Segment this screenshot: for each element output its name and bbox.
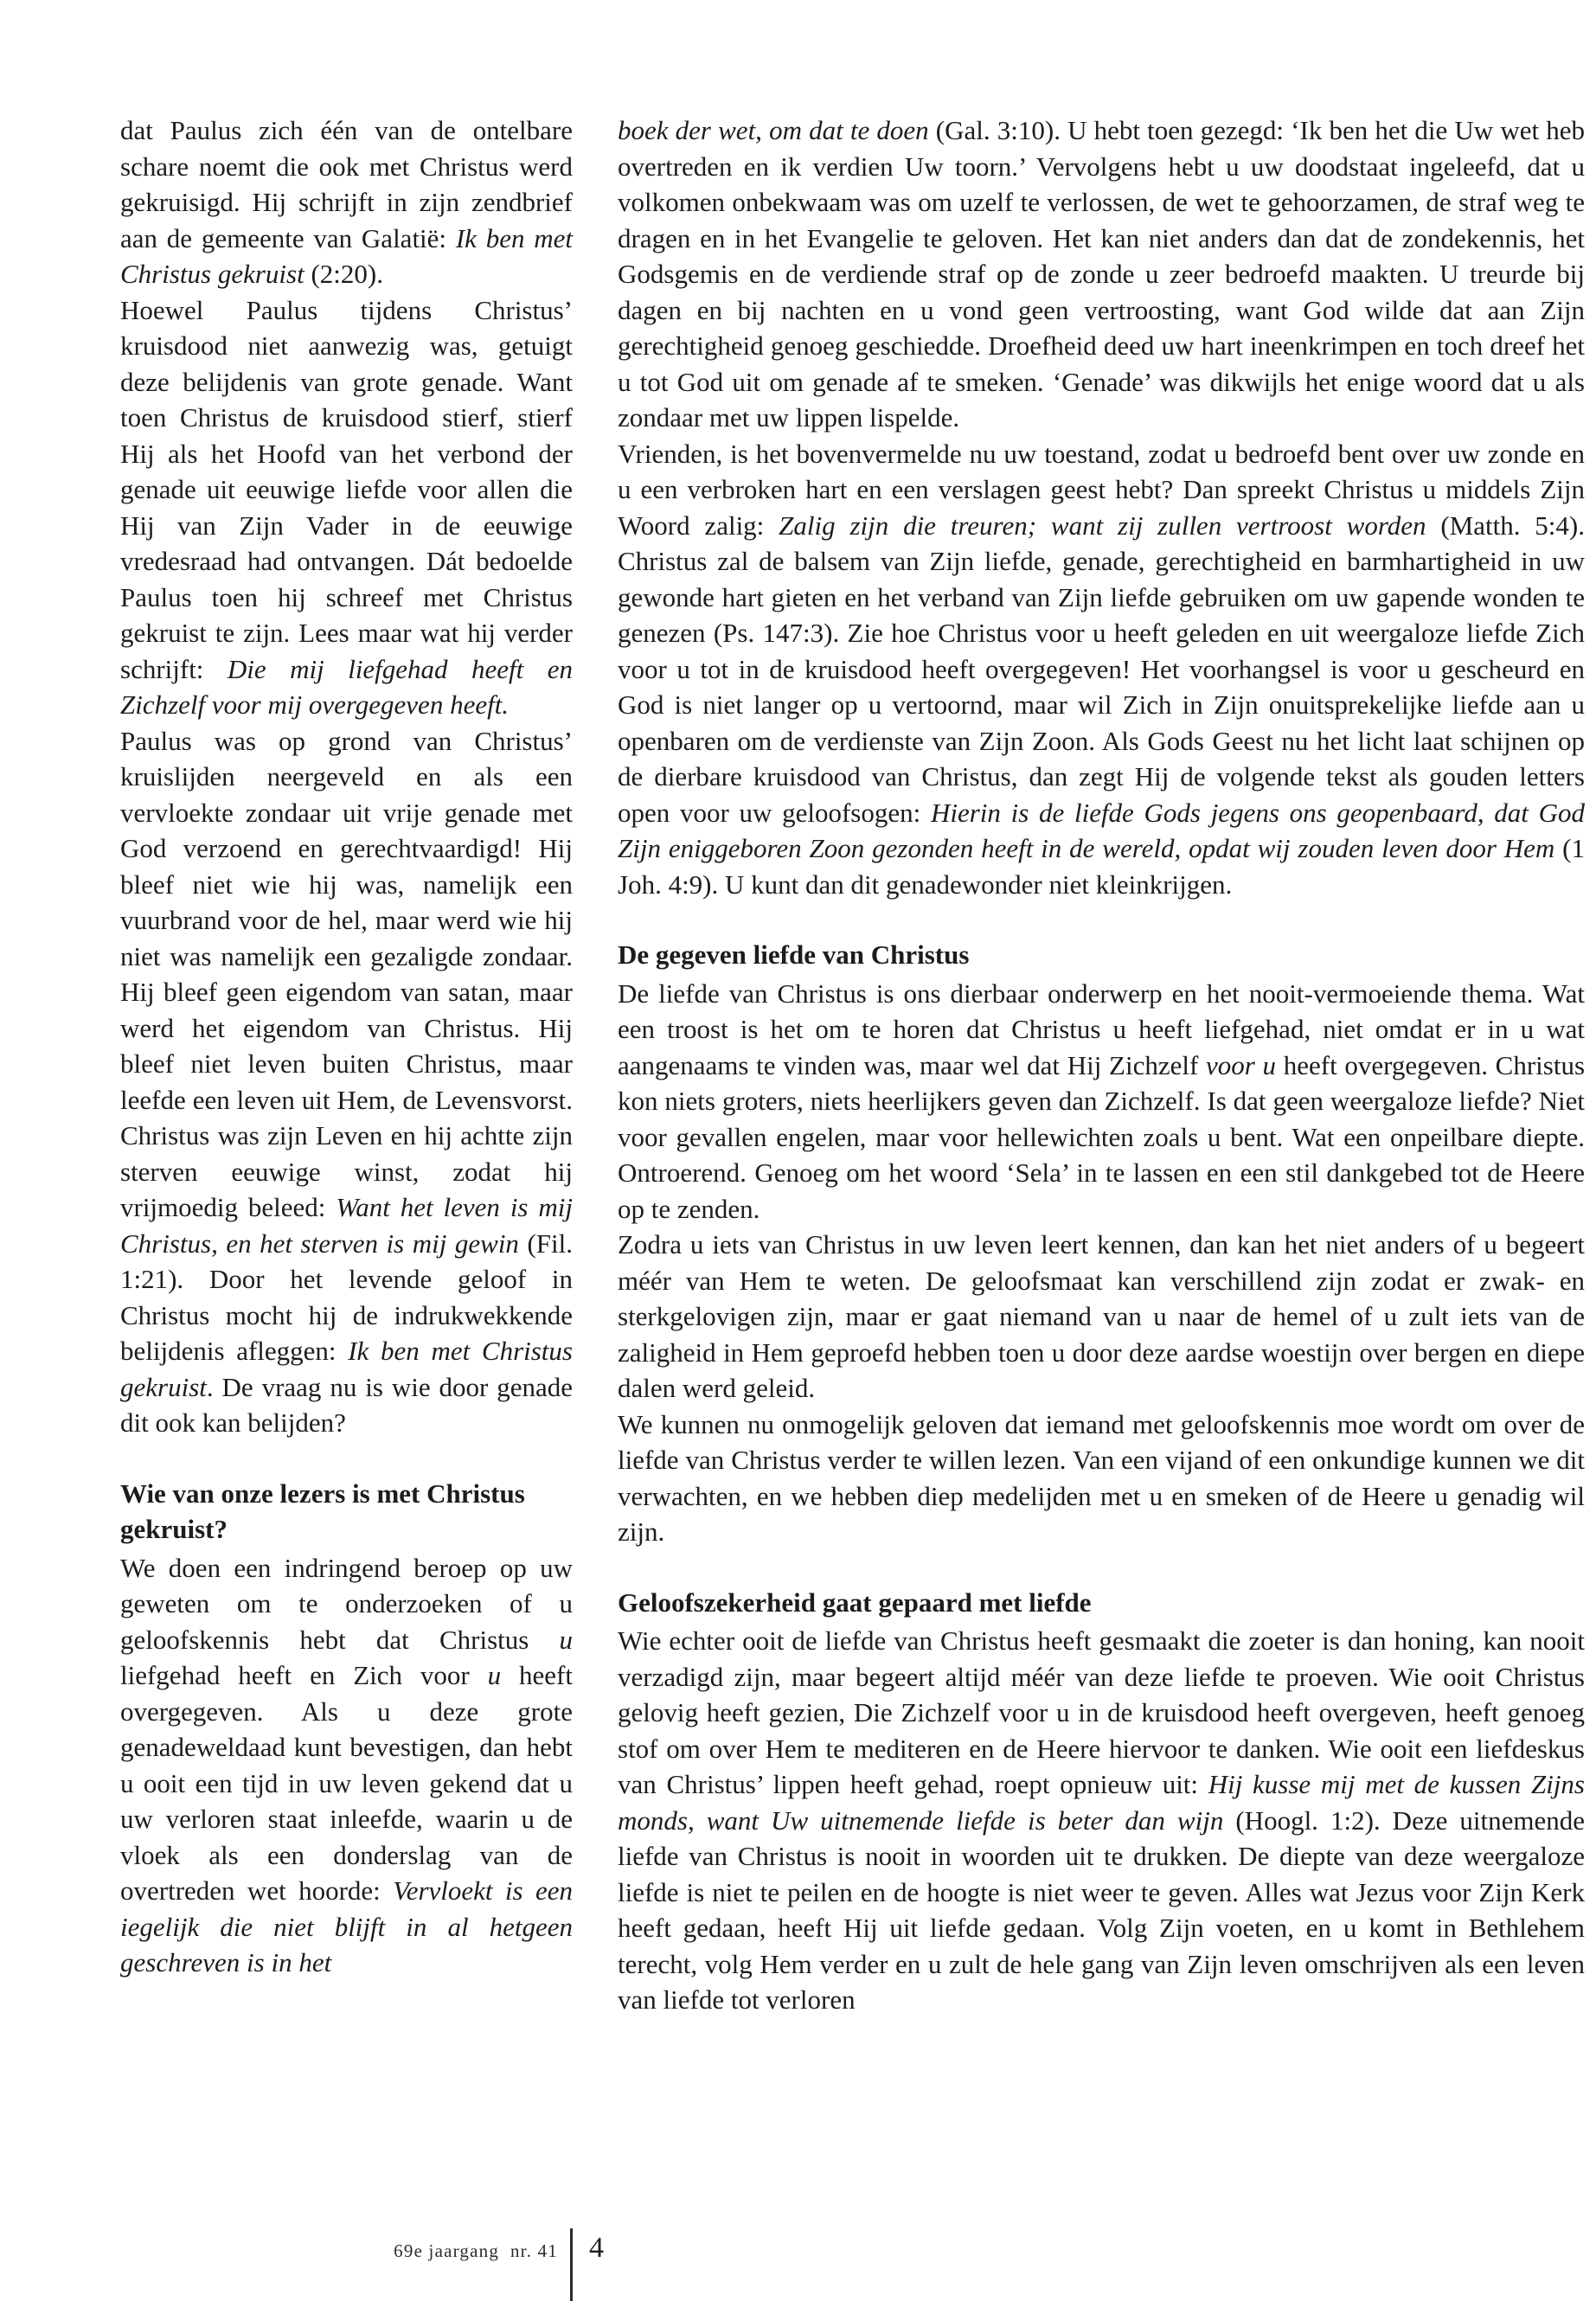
- page-number: 4: [589, 2232, 604, 2264]
- body-text: Wie van onze lezers is met Christus gekruist?: [120, 1477, 525, 1544]
- body-text: Vrienden, is het bovenvermelde nu uw toestand, zodat u bedroefd bent over uw zonde en u een verbroken hart en een verslagen geest hebt? Dan spreekt Christus u middels Zijn Woord zalig:: [618, 438, 1585, 541]
- body-text: dat Paulus zich één van de ontelbare schare noemt die ook met Christus werd gekruisigd. Hij schrijft in zijn zendbrief aan de gemeente van Galatië:: [120, 115, 573, 253]
- footer-divider: [570, 2228, 573, 2301]
- body-text: (Fil. 1:21). Door het levende geloof in Christus mocht hij de indrukwekkende belijdenis afleggen:: [120, 1227, 573, 1366]
- scripture-quote: Zalig zijn die treuren; want zij zullen vertroost worden: [779, 510, 1426, 541]
- section-heading: [120, 1476, 573, 1548]
- scripture-quote: boek der wet, om dat te doen: [618, 115, 929, 145]
- scripture-quote: voor u: [1206, 1049, 1277, 1080]
- body-text: (1 Joh. 4:9). U kunt dan dit genadewonder niet kleinkrijgen.: [618, 833, 1585, 900]
- scripture-quote: Want het leven is mij Christus, en het sterven is mij gewin: [120, 1192, 573, 1259]
- body-text: Zodra u iets van Christus in uw leven leert kennen, dan kan het niet anders of u begeert méér van Hem te weten. De geloofsmaat kan verschillend zijn zodat er zwak- en sterkgelovigen zijn, maar er gaat niemand van u naar de hemel of u zult iets van de zaligheid in Hem geproefd hebben toen u door deze aardse woestijn over bergen en diepe dalen werd geleid.: [618, 1229, 1585, 1403]
- body-text: heeft overgegeven. Christus kon niets groters, niets heerlijkers geven dan Zichzelf. Is dat geen weergaloze liefde? Niet voor gevallen engelen, maar voor hellewichten zoals u bent. Wat een onpeilbare diepte. Ontroerend. Genoeg om het woord ‘Sela’ in te lassen en een stil dankgebed tot de Heere op te zenden.: [618, 1049, 1586, 1224]
- body-text: heeft overgegeven. Als u deze grote genadeweldaad kunt bevestigen, dan hebt u ooit een tijd in uw leven gekend dat u uw verloren staat inleefde, waarin u de vloek als een donderslag van de overtreden wet hoorde:: [120, 1660, 573, 1906]
- body-text: Wie echter ooit de liefde van Christus heeft gesmaakt die zoeter is dan honing, kan nooit verzadigd zijn, maar begeert altijd méér van deze liefde te proeven. Wie ooit Christus gelovig heeft gezien, Die Zichzelf voor u in de kruisdood heeft overgeven, heeft genoeg stof om over Hem te mediteren en de Heere hiervoor te danken. Wie ooit een liefdeskus van Christus’ lippen heeft gehad, roept opnieuw uit:: [618, 1625, 1585, 1799]
- paragraph: [120, 112, 573, 292]
- right-column: [618, 112, 1585, 2018]
- body-text: . De vraag nu is wie door genade dit ook kan belijden?: [120, 1371, 573, 1438]
- body-text: (Hoogl. 1:2). Deze uitnemende liefde van Christus is nooit in woorden uit te drukken. De diepte van deze weergaloze liefde is niet te peilen en de hoogte is niet weer te geven. Alles wat Jezus voor Zijn Kerk heeft gedaan, heeft Hij uit liefde gedaan. Volg Zijn voeten, en u komt in Bethlehem terecht, volg Hem verder en u zult de hele gang van Zijn leven omschrijven als een leven van liefde tot verloren: [618, 1804, 1585, 2015]
- body-text: (Gal. 3:10). U hebt toen gezegd: ‘Ik ben het die Uw wet heb overtreden en ik verdien Uw toorn.’ Vervolgens hebt u uw doodstaat ingeleefd, dat u volkomen onbekwaam was om uzelf te verlossen, de wet te gehoorzamen, de straf weg te dragen en in het Evangelie te geloven. Het kan niet anders dan dat de zondekennis, het Godsgemis en de verdiende straf op de zonde u zeer bedroefd maakten. U treurde bij dagen en bij nachten en u vond geen vertroosting, want God wilde dat aan Zijn gerechtigheid genoeg geschiedde. Droefheid deed uw hart ineenkrimpen en toch dreef het u tot God uit om genade af te smeken. ‘Genade’ was dikwijls het enige woord dat u als zondaar met uw lippen lispelde.: [618, 115, 1585, 433]
- body-text: liefgehad heeft en Zich voor: [120, 1660, 488, 1690]
- paragraph: [618, 1623, 1585, 2018]
- edition-label: 69e jaargang nr. 41: [394, 2240, 558, 2261]
- body-text: We kunnen nu onmogelijk geloven dat iemand met geloofskennis moe wordt om over de liefde van Christus verder te willen lezen. Van een vijand of een onkundige kunnen we dit verwachten, en we hebben diep medelijden met u en smeken of de Heere u genadig wil zijn.: [618, 1408, 1585, 1547]
- paragraph: [120, 292, 573, 723]
- scripture-quote: Vervloekt is een iegelijk die niet blijft in al hetgeen geschreven is in het: [120, 1875, 573, 1977]
- body-text: Geloofszekerheid gaat gepaard met liefde: [618, 1586, 1092, 1618]
- paragraph: [618, 976, 1585, 1227]
- body-text: (2:20).: [304, 259, 383, 289]
- section-heading: [618, 937, 1585, 973]
- scripture-quote: Ik ben met Christus gekruist: [120, 1336, 573, 1402]
- left-column: [120, 112, 573, 2018]
- scripture-quote: u: [487, 1660, 502, 1690]
- paragraph: [120, 1550, 573, 1981]
- scripture-quote: Hierin is de liefde Gods jegens ons geopenbaard, dat God Zijn eniggeboren Zoon gezonden heeft in de wereld, opdat wij zouden leven door Hem: [618, 797, 1585, 863]
- scripture-quote: Hij kusse mij met de kussen Zijns monds, want Uw uitnemende liefde is beter dan wijn: [618, 1769, 1585, 1836]
- body-text: Paulus was op grond van Christus’ kruislijden neergeveld en als een vervloekte zondaar uit vrije genade met God verzoend en gerechtvaardigd! Hij bleef niet wie hij was, namelijk een vuurbrand voor de hel, maar werd wie hij niet was namelijk een gezaligde zondaar. Hij bleef geen eigendom van satan, maar werd het eigendom van Christus. Hij bleef niet leven buiten Christus, maar leefde een leven uit Hem, de Levensvorst. Christus was zijn Leven en hij achtte zijn sterven eeuwige winst, zodat hij vrijmoedig beleed:: [120, 725, 573, 1222]
- body-text: (Matth. 5:4). Christus zal de balsem van Zijn liefde, genade, gerechtigheid en barmhartigheid in uw gewonde hart gieten en het verband van Zijn liefde gebruiken om uw gapende wonden te genezen (Ps. 147:3). Zie hoe Christus voor u heeft geleden en uit weergaloze liefde Zich voor u tot in de kruisdood heeft overgegeven! Het voorhangsel is voor u gescheurd en God is niet langer op u vertoornd, maar wil Zich in Zijn onuitsprekelijke liefde aan u openbaren om de verdienste van Zijn Zoon. Als Gods Geest nu het licht laat schijnen op de dierbare kruisdood van Christus, dan zegt Hij de volgende tekst als gouden letters open voor uw geloofsogen:: [618, 510, 1585, 828]
- scripture-quote: u: [559, 1624, 573, 1655]
- paragraph: [120, 723, 573, 1441]
- paragraph: [618, 1407, 1585, 1550]
- text-columns: [120, 112, 1585, 2018]
- page-footer: [0, 2228, 1596, 2301]
- section-heading: [618, 1585, 1585, 1621]
- body-text: De gegeven liefde van Christus: [618, 939, 970, 970]
- body-text: De liefde van Christus is ons dierbaar onderwerp en het nooit-vermoeiende thema. Wat een troost is het om te horen dat Christus u heeft liefgehad, niet omdat er in u wat aangenaams te vinden was, maar wel dat Hij Zichzelf: [618, 977, 1585, 1080]
- scripture-quote: Die mij liefgehad heeft en Zichzelf voor mij overgegeven heeft.: [120, 653, 573, 720]
- paragraph: [618, 1227, 1585, 1407]
- body-text: We doen een indringend beroep op uw geweten om te onderzoeken of u geloofskennis hebt dat Christus: [120, 1552, 573, 1655]
- scripture-quote: Ik ben met Christus gekruist: [120, 222, 573, 289]
- body-text: Hoewel Paulus tijdens Christus’ kruisdood niet aanwezig was, getuigt deze belijdenis van grote genade. Want toen Christus de kruisdood stierf, stierf Hij als het Hoofd van het verbond der genade uit eeuwige liefde voor allen die Hij van Zijn Vader in de eeuwige vredesraad had ontvangen. Dát bedoelde Paulus toen hij schreef met Christus gekruist te zijn. Lees maar wat hij verder schrijft:: [120, 294, 573, 684]
- paragraph: [618, 436, 1585, 903]
- paragraph: [618, 112, 1585, 436]
